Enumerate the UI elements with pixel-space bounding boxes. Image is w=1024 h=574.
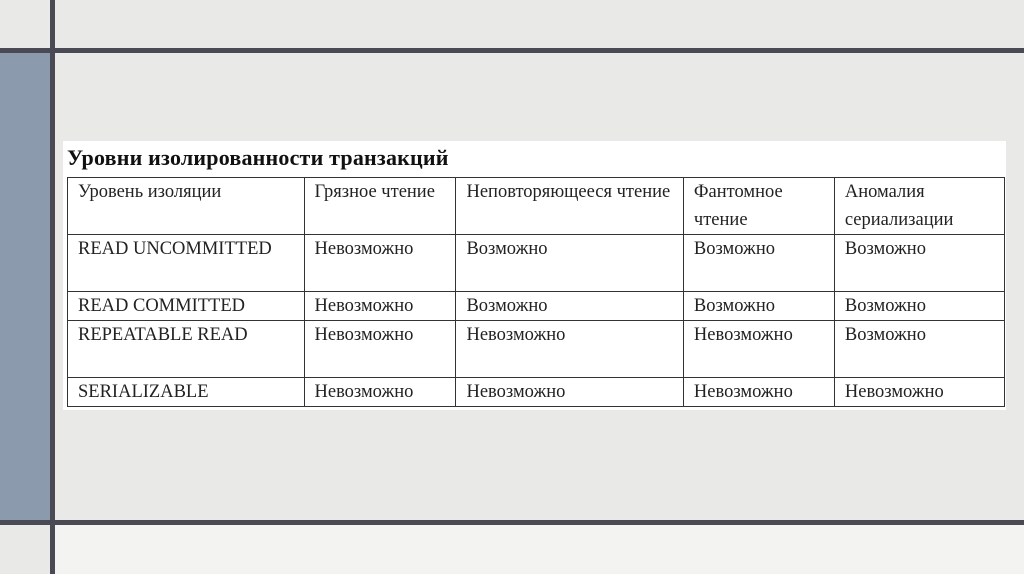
table-cell: Возможно bbox=[683, 292, 834, 321]
table-cell: REPEATABLE READ bbox=[68, 321, 305, 378]
header-cell: Аномалия сериализации bbox=[834, 178, 1004, 235]
table-cell: Возможно bbox=[456, 292, 683, 321]
table-cell: Невозможно bbox=[456, 321, 683, 378]
table-cell: Возможно bbox=[834, 235, 1004, 292]
table-cell: Невозможно bbox=[683, 321, 834, 378]
table-cell: Невозможно bbox=[456, 378, 683, 407]
table-cell: READ UNCOMMITTED bbox=[68, 235, 305, 292]
table-header-row bbox=[68, 178, 1005, 235]
table-row bbox=[68, 235, 1005, 292]
document-title: Уровни изолированности транзакций bbox=[67, 145, 449, 170]
table-cell: Невозможно bbox=[683, 378, 834, 407]
table-row bbox=[68, 321, 1005, 378]
table-row bbox=[68, 292, 1005, 321]
vertical-divider-line bbox=[50, 0, 55, 574]
table-cell: Невозможно bbox=[304, 235, 456, 292]
table-cell: Невозможно bbox=[304, 292, 456, 321]
table-cell: Невозможно bbox=[304, 378, 456, 407]
left-accent-bar bbox=[0, 53, 50, 521]
header-cell: Фантомное чтение bbox=[683, 178, 834, 235]
table-cell: Невозможно bbox=[834, 378, 1004, 407]
table-cell: SERIALIZABLE bbox=[68, 378, 305, 407]
table-row bbox=[68, 378, 1005, 407]
table-cell: Невозможно bbox=[304, 321, 456, 378]
isolation-levels-table bbox=[67, 177, 1005, 407]
top-divider-line bbox=[0, 48, 1024, 53]
header-cell: Уровень изоляции bbox=[68, 178, 305, 235]
bottom-strip bbox=[55, 525, 1024, 574]
table-cell: Возможно bbox=[683, 235, 834, 292]
header-cell: Грязное чтение bbox=[304, 178, 456, 235]
table-cell: Возможно bbox=[834, 292, 1004, 321]
table-cell: READ COMMITTED bbox=[68, 292, 305, 321]
table-cell: Возможно bbox=[456, 235, 683, 292]
table-cell: Возможно bbox=[834, 321, 1004, 378]
document-image bbox=[63, 141, 1006, 410]
header-cell: Неповторяющееся чтение bbox=[456, 178, 683, 235]
